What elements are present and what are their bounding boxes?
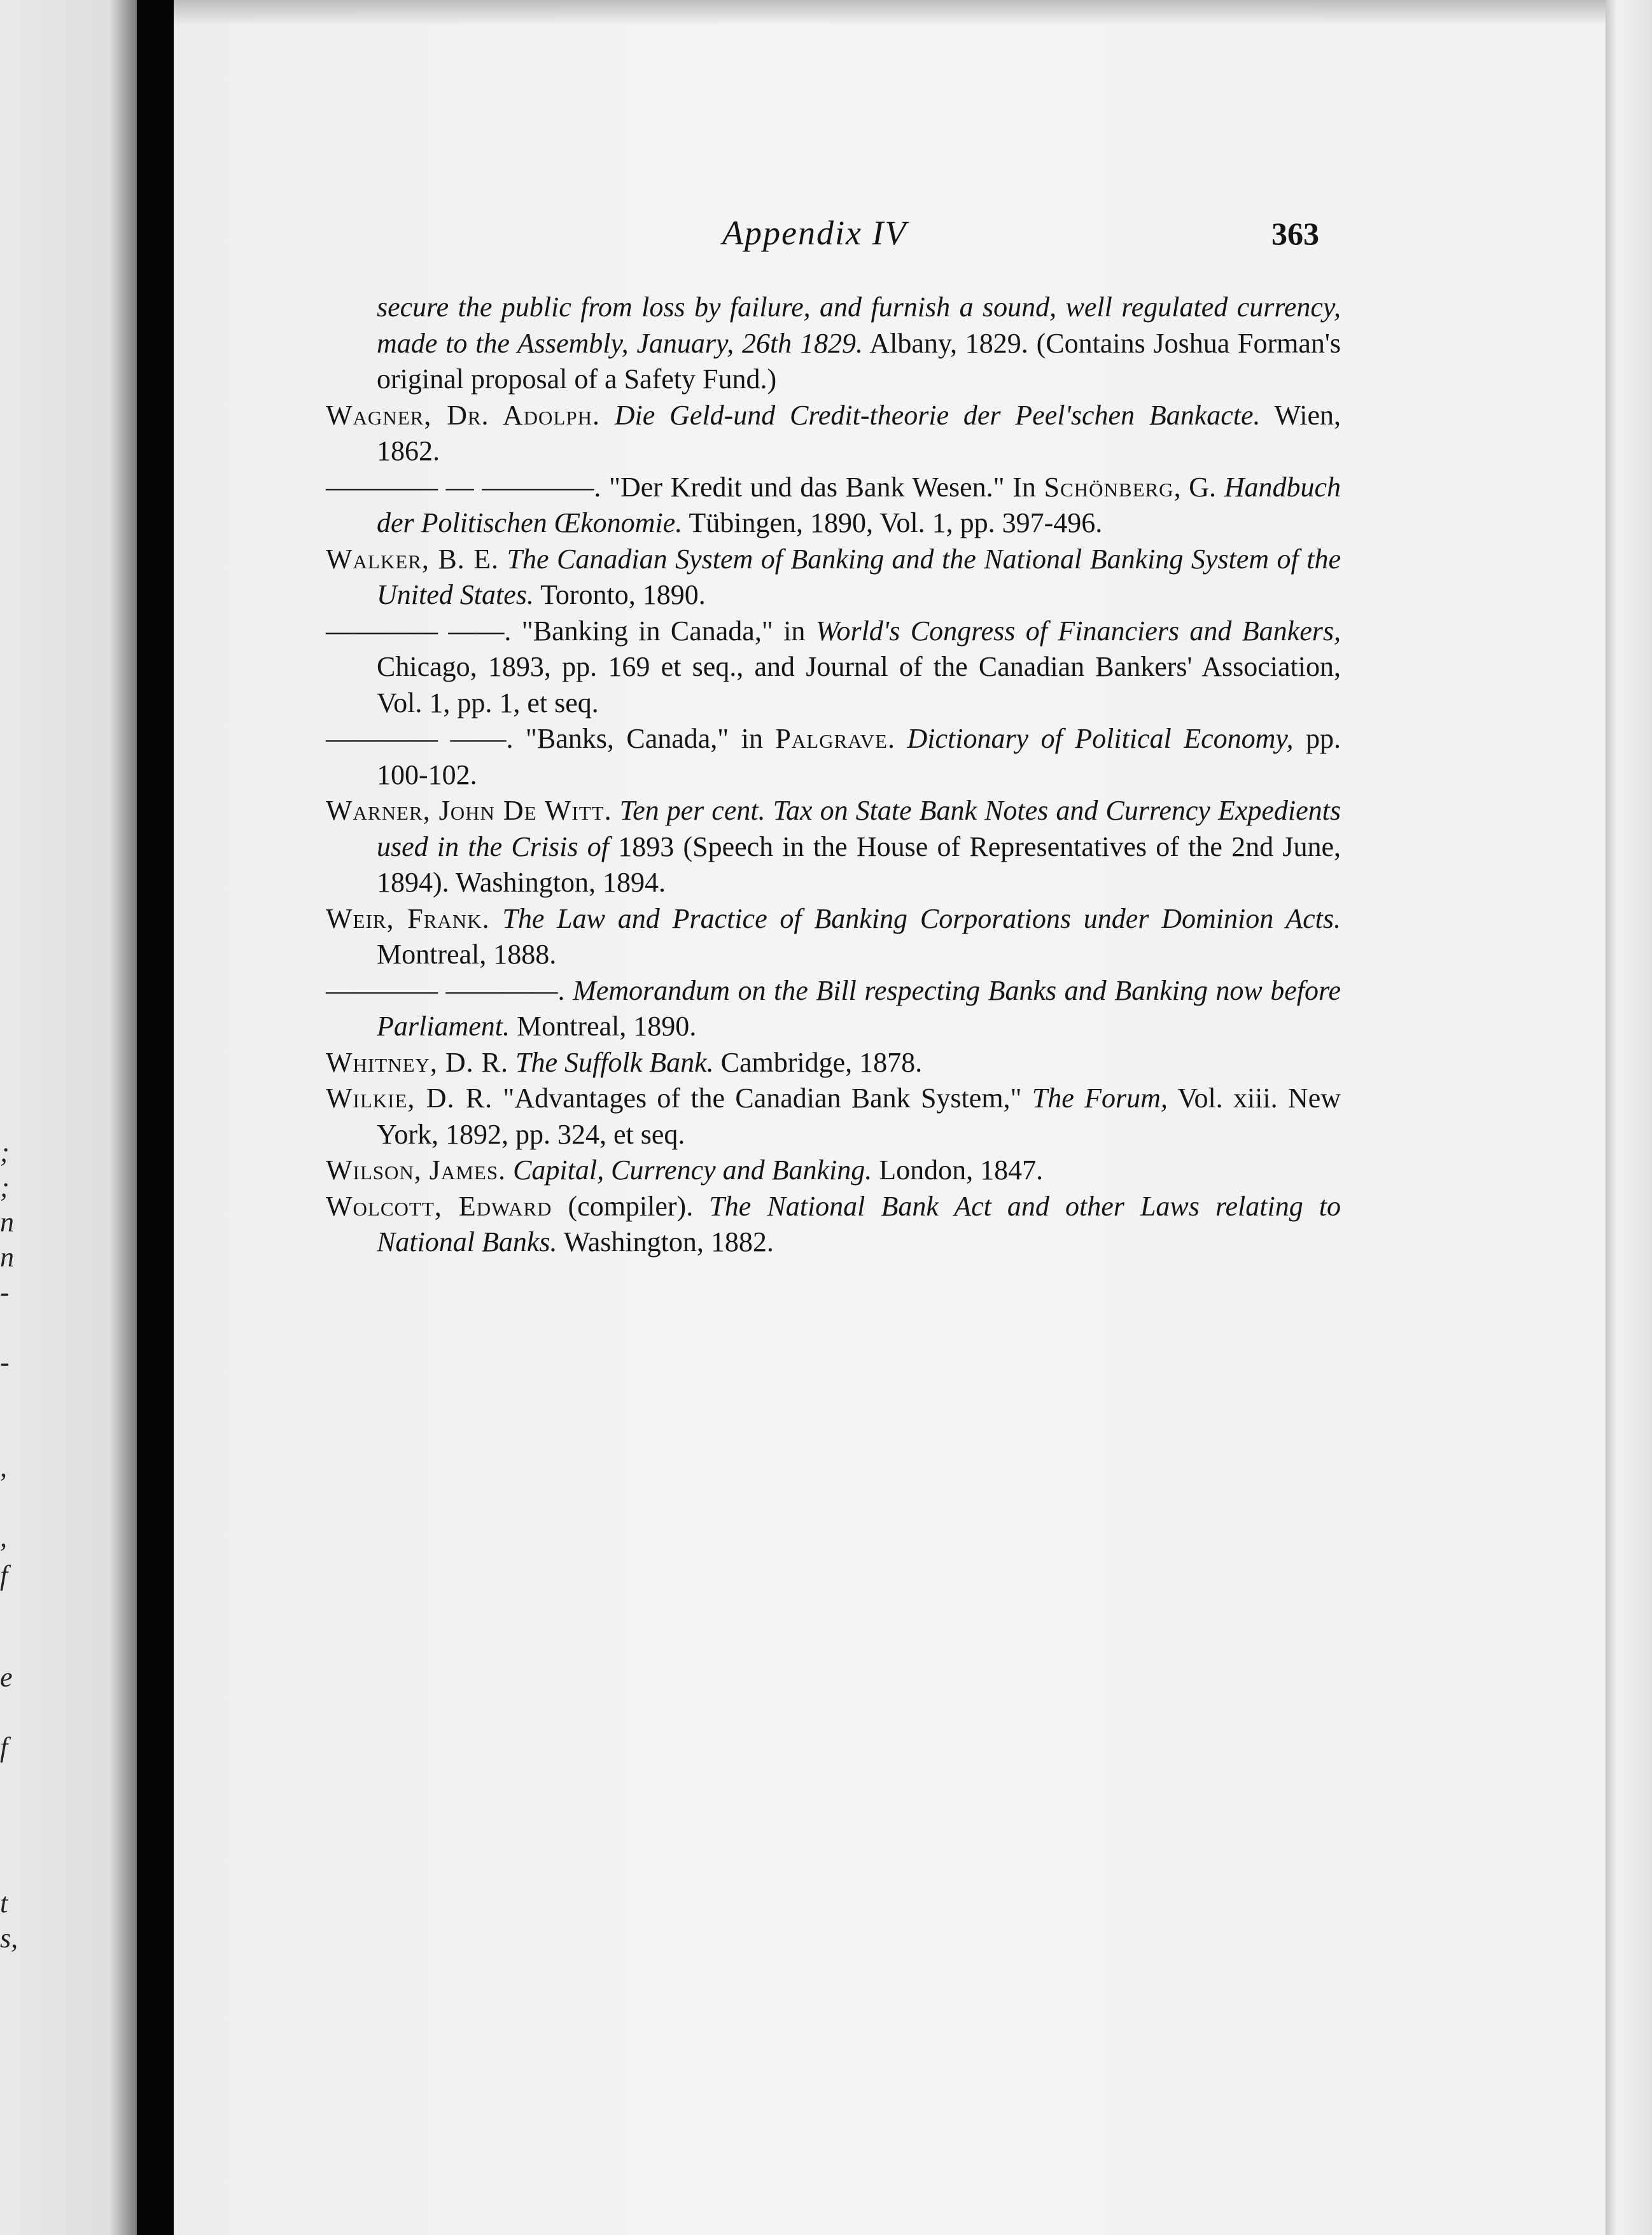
entry-title: Capital, Currency and Banking. bbox=[513, 1154, 872, 1186]
entry-title: The Canadian System of Banking and the National Banking System of the United States. bbox=[377, 543, 1341, 610]
entry-editor: Palgrave bbox=[775, 723, 888, 754]
prev-page-fragment: - bbox=[0, 1347, 10, 1378]
entry-title: Ten per cent. Tax on State Bank Notes and Currency Expedients used in the Crisis of bbox=[377, 795, 1341, 862]
bibliography-entry bbox=[326, 1153, 1341, 1189]
entry-details: Tübingen, 1890, Vol. 1, pp. 397-496. bbox=[682, 507, 1103, 538]
prev-page-fragment: s, bbox=[0, 1923, 18, 1954]
entry-author: Warner, John De Witt. bbox=[326, 795, 612, 826]
entry-details: pp. 100-102. bbox=[377, 723, 1341, 790]
entry-author: ———— — ————. bbox=[326, 471, 601, 503]
bibliography-entry bbox=[326, 398, 1341, 470]
entry-author: Weir, Frank. bbox=[326, 902, 490, 934]
entry-mid: , G. bbox=[1173, 471, 1224, 503]
entry-author: Wolcott, Edward bbox=[326, 1190, 552, 1222]
bibliography-entry bbox=[326, 613, 1341, 722]
book-spine-shadow bbox=[137, 0, 174, 2235]
prev-page-fragment: n bbox=[0, 1242, 14, 1273]
prev-page-fragment: , bbox=[0, 1522, 7, 1553]
entry-title: Die Geld-und Credit-theorie der Peel'schen Bankacte. bbox=[614, 399, 1261, 431]
entry-prefix: "Banks, Canada," in bbox=[513, 723, 776, 754]
entry-title: The Suffolk Bank. bbox=[515, 1046, 714, 1078]
entry-author: ———— ————. bbox=[326, 974, 565, 1006]
entry-prefix: (compiler). bbox=[552, 1190, 710, 1222]
prev-page-fragment: ; bbox=[0, 1137, 10, 1168]
prev-page-fragment: e bbox=[0, 1662, 13, 1693]
entry-author: ———— ——. bbox=[326, 615, 512, 647]
entry-details: Vol. xiii. New York, 1892, pp. 324, et seq. bbox=[377, 1082, 1341, 1150]
prev-page-fragment: , bbox=[0, 1452, 7, 1483]
entry-title: The Forum, bbox=[1032, 1082, 1168, 1114]
bibliography-entry bbox=[326, 721, 1341, 793]
bibliography-entry bbox=[326, 793, 1341, 901]
bibliography-entry bbox=[326, 901, 1341, 973]
entry-title: secure the public from loss by failure, and furnish a sound, well regulated currency, made to the Assembly, January, 26th 1829. bbox=[377, 291, 1341, 359]
entry-title: Memorandum on the Bill respecting Banks and Banking now before Parliament. bbox=[377, 974, 1341, 1042]
entry-title: Handbuch der Politischen Œkonomie. bbox=[377, 471, 1341, 538]
page-right-edge bbox=[1606, 0, 1652, 2235]
entry-title: The Law and Practice of Banking Corporations under Dominion Acts. bbox=[502, 902, 1341, 934]
running-head: Appendix IV bbox=[722, 214, 907, 252]
prev-page-fragment: f bbox=[0, 1560, 8, 1591]
entry-details: Chicago, 1893, pp. 169 et seq., and Journal of the Canadian Bankers' Association, Vol. 1, pp. 1, et seq. bbox=[377, 651, 1341, 718]
bibliography-list bbox=[326, 290, 1341, 1261]
prev-page-fragment: ; bbox=[0, 1172, 10, 1203]
entry-author: Wilson, James. bbox=[326, 1154, 507, 1186]
prev-page-fragment: t bbox=[0, 1888, 8, 1919]
entry-author: ———— ——. bbox=[326, 723, 514, 754]
entry-title: The National Bank Act and other Laws relating to National Banks. bbox=[377, 1190, 1341, 1258]
entry-prefix: "Banking in Canada," in bbox=[511, 615, 816, 647]
entry-details: Montreal, 1888. bbox=[377, 939, 557, 970]
bibliography-entry bbox=[326, 1045, 1341, 1081]
entry-details: Toronto, 1890. bbox=[533, 579, 706, 610]
page-top-shadow bbox=[174, 0, 1606, 25]
prev-page-fragment: - bbox=[0, 1277, 10, 1308]
entry-mid: . bbox=[888, 723, 907, 754]
entry-title: World's Congress of Financiers and Bankers, bbox=[815, 615, 1341, 647]
bibliography-entry bbox=[326, 973, 1341, 1045]
entry-author: Wagner, Dr. Adolph. bbox=[326, 399, 600, 431]
entry-details: Montreal, 1890. bbox=[509, 1011, 697, 1042]
entry-details: London, 1847. bbox=[872, 1154, 1044, 1186]
entry-editor: Schönberg bbox=[1044, 471, 1174, 503]
entry-author: Whitney, D. R. bbox=[326, 1046, 509, 1078]
bibliography-entry bbox=[326, 542, 1341, 613]
bibliography-entry bbox=[326, 1189, 1341, 1261]
entry-author: Wilkie, D. R. bbox=[326, 1082, 493, 1114]
entry-details: Washington, 1882. bbox=[557, 1226, 774, 1258]
bibliography-entry bbox=[326, 1081, 1341, 1153]
page-number: 363 bbox=[1271, 216, 1319, 251]
entry-prefix: "Der Kredit und das Bank Wesen." In bbox=[601, 471, 1044, 503]
entry-author: Walker, B. E. bbox=[326, 543, 500, 575]
bibliography-entry bbox=[326, 290, 1341, 398]
prev-page-fragment: n bbox=[0, 1207, 14, 1238]
entry-details: Wien, 1862. bbox=[377, 399, 1341, 466]
entry-details: Albany, 1829. (Contains Joshua Forman's original proposal of a Safety Fund.) bbox=[377, 327, 1341, 395]
bibliography-entry bbox=[326, 470, 1341, 542]
entry-details: 1893 (Speech in the House of Representatives of the 2nd June, 1894). Washington, 1894. bbox=[377, 830, 1341, 898]
prev-page-fragment: f bbox=[0, 1732, 8, 1763]
entry-details: Cambridge, 1878. bbox=[713, 1046, 923, 1078]
entry-title: Dictionary of Political Economy, bbox=[907, 723, 1294, 754]
entry-prefix: "Advantages of the Canadian Bank System," bbox=[493, 1082, 1032, 1114]
